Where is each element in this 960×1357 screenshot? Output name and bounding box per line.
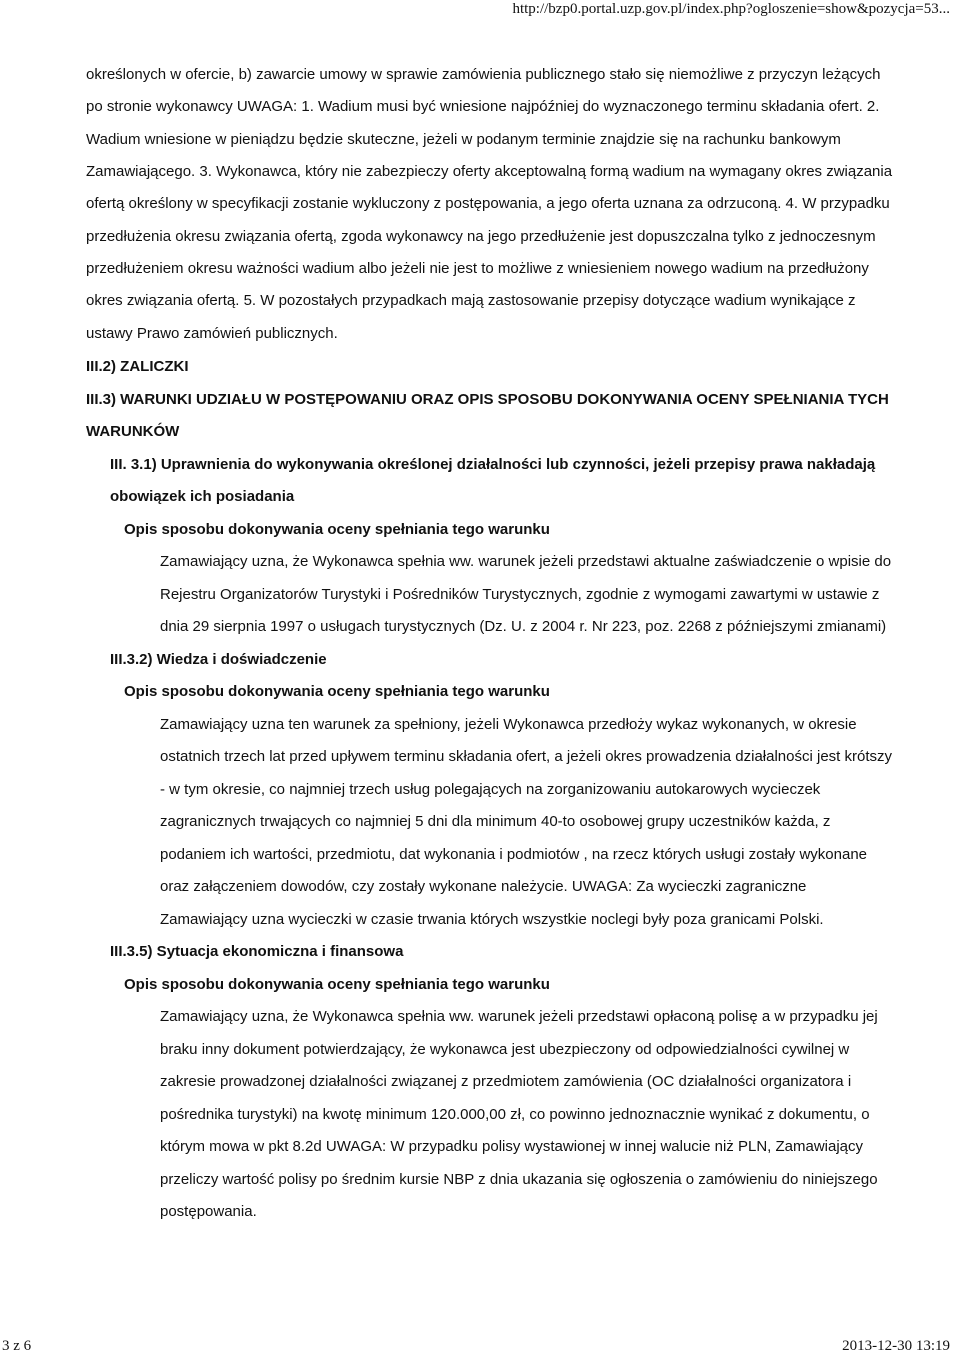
print-datetime: 2013-12-30 13:19 bbox=[842, 1338, 950, 1354]
sub-315-desc-label: Opis sposobu dokonywania oceny spełniania tego warunku bbox=[124, 975, 550, 993]
page-number: 3 z 6 bbox=[2, 1338, 32, 1354]
document-body bbox=[86, 59, 894, 1229]
sub-311-text: Zamawiający uzna, że Wykonawca spełnia ww. warunek jeżeli przedstawi aktualne zaświadczenie o wpisie do Rejestru Organizatorów Turystyki i Pośredników Turystycznych, zgodnie z wymogami zawartymi w ustawie z dnia 29 sierpnia 1997 o usługach turystycznych (Dz. U. z 2004 r. Nr 223, poz. 2268 z późniejszymi zmianami) bbox=[160, 553, 892, 636]
sub-311-desc-label: Opis sposobu dokonywania oceny spełniania tego warunku bbox=[124, 520, 550, 538]
sub-315-text: Zamawiający uzna, że Wykonawca spełnia ww. warunek jeżeli przedstawi opłaconą polisę a w przypadku jej braku inny dokument potwierdzający, że wykonawca jest ubezpieczony od odpowiedzialności cywilnej w zakresie prowadzonej działalności związanej z przedmiotem zamówienia (OC działalności organizatora i pośrednika turystyki) na kwotę minimum 120.000,00 zł, co powinno jednoznacznie wynikać z dokumentu, o którym mowa w pkt 8.2d UWAGA: W przypadku polisy wystawionej w innej walucie niż PLN, Zamawiający przeliczy wartość polisy po średnim kursie NBP z dnia ukazania się ogłoszenia o zamówieniu do niniejszego postępowania. bbox=[160, 1008, 878, 1221]
sub-312-heading: III.3.2) Wiedza i doświadczenie bbox=[110, 650, 327, 668]
sub-312-text: Zamawiający uzna ten warunek za spełniony, jeżeli Wykonawca przedłoży wykaz wykonanych, w okresie ostatnich trzech lat przed upływem terminu składania ofert, a jeżeli okres prowadzenia działalności jest krótszy - w tym okresie, co najmniej trzech usług polegających na zorganizowaniu autokarowych wycieczek zagranicznych trwających co najmniej 5 dni dla minimum 40-to osobowej grupy uczestników każda, z podaniem ich wartości, przedmiotu, dat wykonania i podmiotów , na rzecz których usługi zostały wykonane oraz załączeniem dowodów, czy zostały wykonane należycie. UWAGA: Za wycieczki zagraniczne Zamawiający uzna wycieczki w czasie trwania których wszystkie noclegi były poza granicami Polski. bbox=[160, 715, 893, 928]
wadium-paragraph: określonych w ofercie, b) zawarcie umowy w sprawie zamówienia publicznego stało się niemożliwe z przyczyn leżących po stronie wykonawcy UWAGA: 1. Wadium musi być wniesione najpóźniej do wyznaczonego terminu składania ofert. 2. Wadium wniesione w pieniądzu będzie skuteczne, jeżeli w podanym terminie znajdzie się na rachunku bankowym Zamawiającego. 3. Wykonawca, który nie zabezpieczy oferty akceptowalną formą wadium na wymagany okres związania ofertą określony w specyfikacji zostanie wykluczony z postępowania, a jego oferta uznana za odrzuconą. 4. W przypadku przedłużenia okresu związania ofertą, zgoda wykonawcy na jego przedłużenie jest dopuszczalna tylko z jednoczesnym przedłużeniem okresu ważności wadium albo jeżeli nie jest to możliwe z wniesieniem nowego wadium na przedłużony okres związania ofertą. 5. W pozostałych przypadkach mają zastosowanie przepisy dotyczące wadium wynikające z ustawy Prawo zamówień publicznych. bbox=[86, 66, 893, 342]
print-header-url: http://bzp0.portal.uzp.gov.pl/index.php?ogloszenie=show&pozycja=53... bbox=[512, 1, 950, 17]
sub-311-heading: III. 3.1) Uprawnienia do wykonywania określonej działalności lub czynności, jeżeli przepisy prawa nakładają obowiązek ich posiadania bbox=[110, 455, 876, 506]
sub-315-heading: III.3.5) Sytuacja ekonomiczna i finansowa bbox=[110, 943, 404, 961]
section-III3-heading: III.3) WARUNKI UDZIAŁU W POSTĘPOWANIU ORAZ OPIS SPOSOBU DOKONYWANIA OCENY SPEŁNIANIA TYCH WARUNKÓW bbox=[86, 390, 889, 441]
section-III2-heading: III.2) ZALICZKI bbox=[86, 358, 189, 376]
sub-312-desc-label: Opis sposobu dokonywania oceny spełniania tego warunku bbox=[124, 683, 550, 701]
